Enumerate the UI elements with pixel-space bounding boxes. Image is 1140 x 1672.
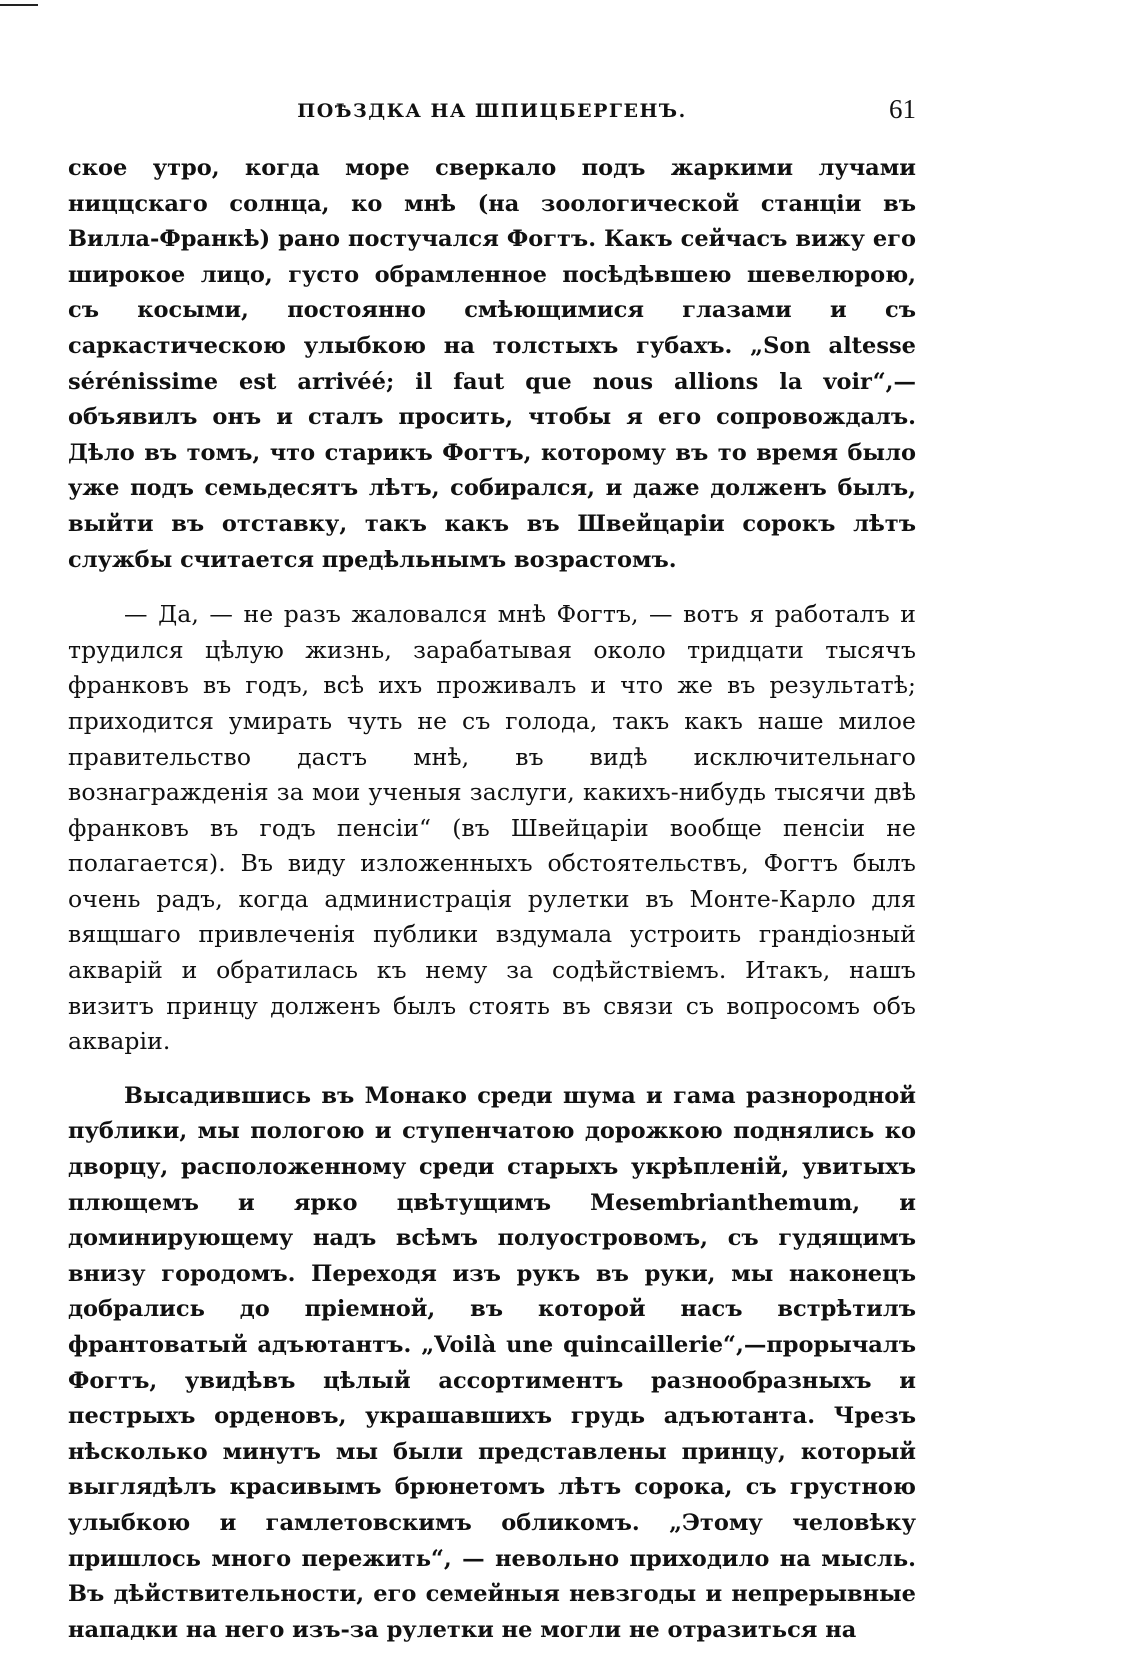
corner-rule	[0, 4, 38, 6]
running-head: ПОѢЗДКА НА ШПИЦБЕРГЕНЪ.	[297, 100, 687, 122]
page-number: 61	[889, 94, 916, 124]
paragraph-1: ское утро, когда море сверкало подъ жаркими лучами ниццскаго солнца, ко мнѣ (на зоологической станціи въ Вилла-Франкѣ) рано постучался Фогтъ. Какъ сейчасъ вижу его широкое лицо, густо обрамленное посѣдѣвшею шевелюрою, съ косыми, постоянно смѣющимися глазами и съ саркастическою улыбкою на толстыхъ губахъ. „Son altesse sérénissime est arrivéé; il faut que nous allions la voir“,—объявилъ онъ и сталъ просить, чтобы я его сопровождалъ. Дѣло въ томъ, что старикъ Фогтъ, которому въ то время было уже подъ семьдесятъ лѣтъ, собирался, и даже долженъ былъ, выйти въ отставку, такъ какъ въ Швейцаріи сорокъ лѣтъ службы считается предѣльнымъ возрастомъ.	[68, 155, 916, 573]
paragraph-2: — Да, — не разъ жаловался мнѣ Фогтъ, — вотъ я работалъ и трудился цѣлую жизнь, зарабатывая около тридцати тысячъ франковъ въ годъ, всѣ ихъ проживалъ и что же въ результатѣ; приходится умирать чуть не съ голода, такъ какъ наше милое правительство дастъ мнѣ, въ видѣ исключительнаго вознагражденія за мои ученыя заслуги, какихъ-нибудь тысячи двѣ франковъ въ годъ пенсіи“ (въ Швейцаріи вообще пенсіи не полагается). Въ виду изложенныхъ обстоятельствъ, Фогтъ былъ очень радъ, когда администрація рулетки въ Монте-Карло для вящшаго привлеченія публики вздумала устроить грандіозный акварій и обратилась къ нему за содѣйствіемъ. Итакъ, нашъ визитъ принцу долженъ былъ стоять въ связи съ вопросомъ объ акваріи.	[68, 600, 916, 1056]
paragraph-3: Высадившись въ Монако среди шума и гама разнородной публики, мы пологою и ступенчатою дорожкою поднялись ко дворцу, расположенному среди старыхъ укрѣпленій, увитыхъ плющемъ и ярко цвѣтущимъ Mesembrianthemum, и доминирующему надъ всѣмъ полуостровомъ, съ гудящимъ внизу городомъ. Переходя изъ рукъ въ руки, мы наконецъ добрались до пріемной, въ которой насъ встрѣтилъ франтоватый адъютантъ. „Voilà une quincaillerie“,—прорычалъ Фогтъ, увидѣвъ цѣлый ассортиментъ разнообразныхъ и пестрыхъ орденовъ, украшавшихъ грудь адъютанта. Чрезъ нѣсколько минутъ мы были представлены принцу, который выглядѣлъ красивымъ брюнетомъ лѣтъ сорока, съ грустною улыбкою и гамлетовскимъ обликомъ. „Этому человѣку пришлось много пережить“, — невольно приходило на мысль. Въ дѣйствительности, его семейныя невзгоды и непрерывные нападки на него изъ-за рулетки не могли не отразиться на	[68, 1082, 916, 1643]
body-text	[68, 151, 916, 1648]
page-header	[68, 96, 916, 126]
